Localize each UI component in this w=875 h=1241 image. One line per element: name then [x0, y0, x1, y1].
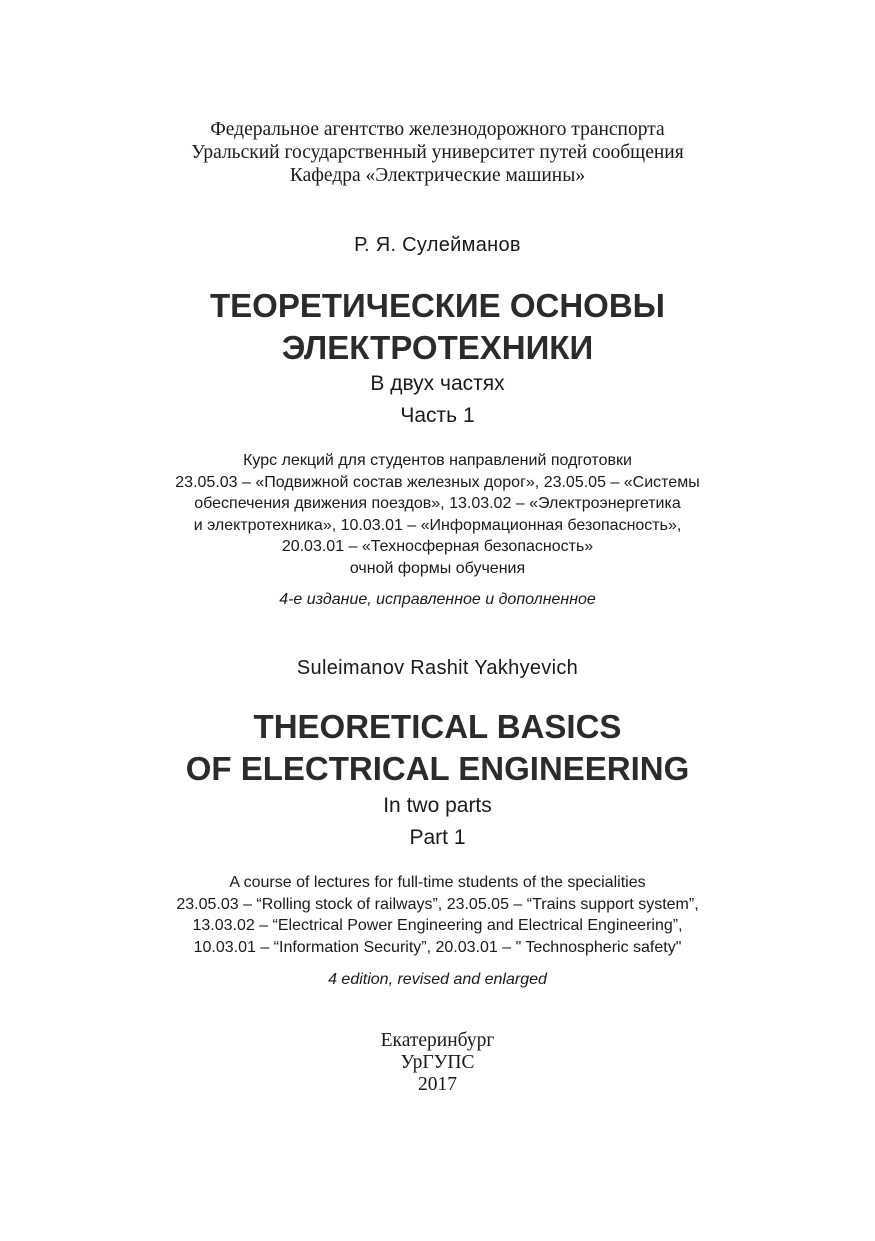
organization-block [0, 118, 875, 187]
book-title-line: THEORETICAL BASICS [253, 708, 622, 745]
description-line: 20.03.01 – «Техносферная безопасность» [281, 538, 594, 555]
book-title-line: ЭЛЕКТРОТЕХНИКИ [281, 329, 594, 366]
author-en: Suleimanov Rashit Yakhyevich [296, 657, 579, 679]
edition-en: 4 edition, revised and enlarged [328, 971, 547, 988]
subtitle-line: Part 1 [409, 826, 466, 849]
edition-ru: 4-е издание, исправленное и дополненное [279, 591, 596, 608]
description-line: Курс лекций для студентов направлений подготовки [243, 452, 632, 469]
description-line: 23.05.03 – «Подвижной состав железных дорог», 23.05.05 – «Системы [175, 473, 700, 491]
author-ru: Р. Я. Сулейманов [354, 234, 521, 256]
description-line: обеспечения движения поездов», 13.03.02 – «Электроэнергетика [194, 495, 681, 512]
description-line: 10.03.01 – “Information Security”, 20.03.01 – " Technospheric safety" [193, 938, 682, 956]
imprint-block [0, 1030, 875, 1096]
subtitle-ru [0, 368, 875, 432]
description-ru [0, 450, 875, 579]
book-title-ru [0, 285, 875, 369]
imprint-publisher: УрГУПС [400, 1052, 475, 1073]
imprint-year: 2017 [418, 1074, 457, 1095]
organization-line: Кафедра «Электрические машины» [289, 165, 586, 186]
subtitle-line: In two parts [383, 794, 492, 817]
description-en [0, 872, 875, 958]
subtitle-line: Часть 1 [400, 404, 475, 427]
description-line: 23.05.03 – “Rolling stock of railways”, 23.05.05 – “Trains support system”, [176, 895, 699, 913]
book-title-line: ТЕОРЕТИЧЕСКИЕ ОСНОВЫ [210, 287, 665, 324]
organization-line: Федеральное агентство железнодорожного транспорта [210, 119, 665, 140]
description-line: 13.03.02 – “Electrical Power Engineering and Electrical Engineering”, [192, 917, 683, 934]
description-line: очной формы обучения [349, 559, 526, 577]
description-line: A course of lectures for full-time students of the specialities [229, 874, 646, 891]
book-title-line: OF ELECTRICAL ENGINEERING [185, 750, 690, 787]
subtitle-en [0, 790, 875, 854]
book-title-en [0, 706, 875, 790]
imprint-city: Екатеринбург [380, 1030, 495, 1051]
description-line: и электротехника», 10.03.01 – «Информационная безопасность», [193, 516, 682, 534]
subtitle-line: В двух частях [370, 372, 505, 395]
organization-line: Уральский государственный университет путей сообщения [191, 142, 684, 163]
